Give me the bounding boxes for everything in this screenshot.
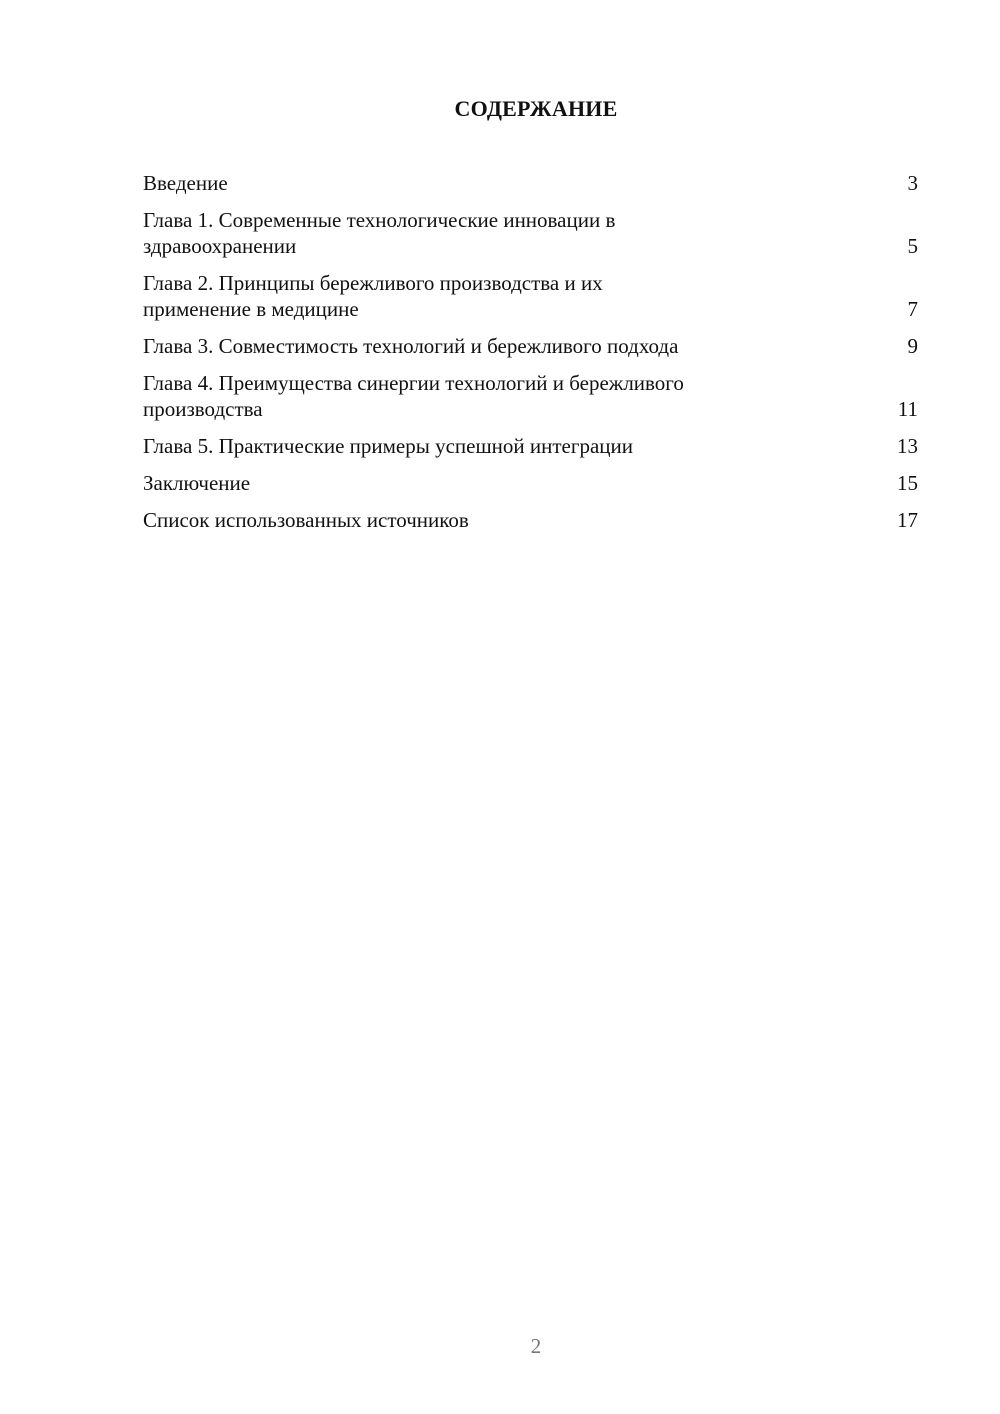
toc-entry-label: Глава 4. Преимущества синергии технологий и бережливого производства bbox=[143, 371, 684, 421]
toc-entry-page: 7 bbox=[907, 297, 918, 321]
toc-entry-label: Глава 1. Современные технологические инновации в здравоохранении bbox=[143, 208, 616, 258]
toc-entry-label: Список использованных источников bbox=[143, 508, 469, 532]
toc-entry-page: 9 bbox=[907, 334, 918, 358]
page-title: СОДЕРЖАНИЕ bbox=[454, 96, 618, 121]
toc-entry-page: 11 bbox=[897, 397, 918, 421]
toc-entry-conclusion bbox=[143, 470, 918, 496]
toc-entry-chapter-3 bbox=[143, 333, 918, 359]
toc-entry-label: Глава 3. Совместимость технологий и бережливого подхода bbox=[143, 334, 679, 358]
toc-entry-label: Заключение bbox=[143, 471, 251, 495]
toc-entry-label: Введение bbox=[143, 171, 228, 195]
page-number: 2 bbox=[530, 1334, 542, 1358]
toc-entry-references bbox=[143, 507, 918, 533]
toc-entry-page: 5 bbox=[907, 234, 918, 258]
toc-entry-page: 13 bbox=[897, 434, 918, 458]
toc-entry-label: Глава 2. Принципы бережливого производства и их применение в медицине bbox=[143, 271, 603, 321]
toc-entry-introduction bbox=[143, 170, 918, 196]
toc-entry-chapter-2 bbox=[143, 270, 918, 322]
toc-entry-chapter-1 bbox=[143, 207, 918, 259]
table-of-contents bbox=[143, 170, 918, 544]
toc-entry-page: 3 bbox=[907, 171, 918, 195]
toc-entry-page: 17 bbox=[897, 508, 918, 532]
toc-entry-chapter-4 bbox=[143, 370, 918, 422]
toc-entry-label: Глава 5. Практические примеры успешной интеграции bbox=[143, 434, 633, 458]
toc-entry-page: 15 bbox=[897, 471, 918, 495]
toc-entry-chapter-5 bbox=[143, 433, 918, 459]
